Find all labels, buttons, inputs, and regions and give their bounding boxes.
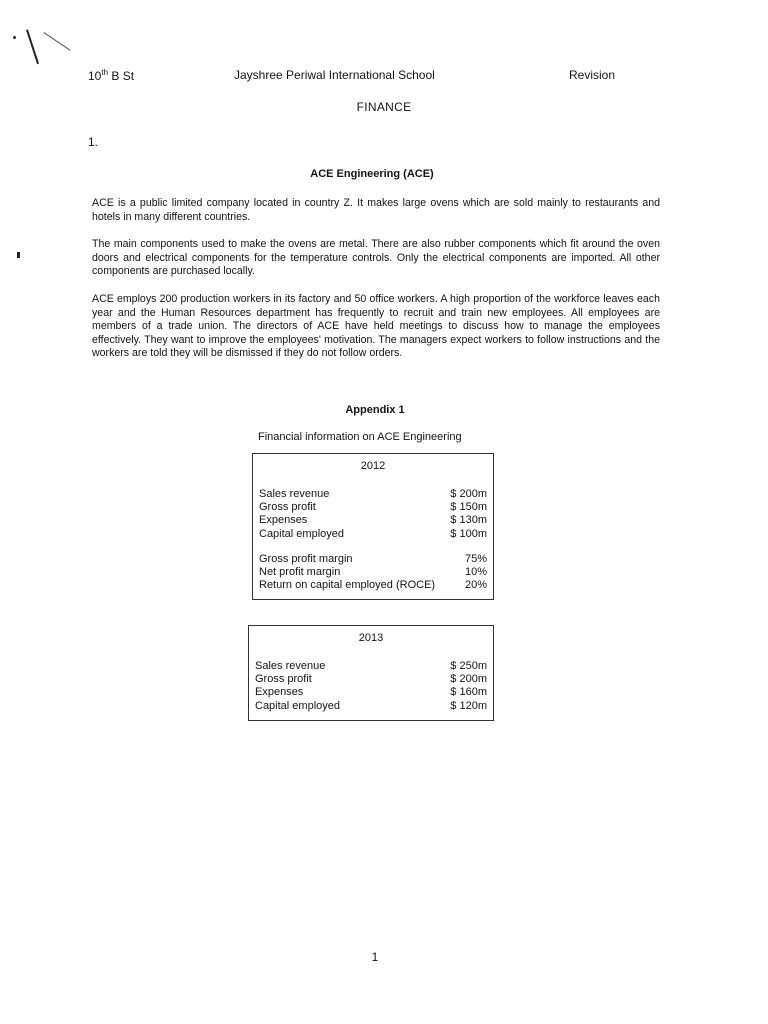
row-label: Capital employed <box>255 699 340 712</box>
financial-table-2012 <box>252 453 494 600</box>
table-row <box>253 514 493 527</box>
appendix-subtitle: Financial information on ACE Engineering <box>258 431 462 443</box>
school-name: Jayshree Periwal International School <box>234 68 435 82</box>
row-value: $ 200m <box>450 488 487 500</box>
table-row <box>249 660 493 673</box>
scan-mark-stroke <box>26 29 39 64</box>
table-year: 2013 <box>358 632 384 644</box>
row-value: $ 120m <box>450 699 487 712</box>
class-section: B St <box>108 69 135 83</box>
table-row <box>249 700 493 713</box>
row-value: $ 150m <box>450 501 487 514</box>
table-row <box>249 673 493 686</box>
page-number: 1 <box>371 950 379 964</box>
paragraph-intro: ACE is a public limited company located in country Z. It makes large ovens which are sold mainly to restaurants and hotels in many different countries. <box>92 197 660 223</box>
table-row <box>249 686 493 699</box>
ratio-label: Net profit margin <box>259 566 341 579</box>
row-label: Expenses <box>259 514 308 527</box>
row-label: Gross profit <box>255 673 312 686</box>
ratio-row <box>253 553 493 566</box>
class-label <box>88 68 134 83</box>
case-title: ACE Engineering (ACE) <box>310 168 434 180</box>
subject-title: FINANCE <box>356 100 412 114</box>
ratio-label: Return on capital employed (ROCE) <box>259 579 436 592</box>
table-row <box>253 501 493 514</box>
paragraph-employees: ACE employs 200 production workers in its factory and 50 office workers. A high proportion of the workforce leaves each year and the Human Resources department has frequently to recruit and train new employees. All employees are members of a trade union. The directors of ACE have held meetings to discuss how to manage the employees effectively. They want to improve the employees' motivation. The managers expect workers to follow instructions and the workers are told they will be dismissed if they do not follow orders. <box>92 293 660 359</box>
scan-mark-dot <box>13 36 16 39</box>
question-number: 1. <box>88 135 99 149</box>
table-year: 2012 <box>360 460 386 472</box>
paragraph-components: The main components used to make the ovens are metal. There are also rubber components which fit around the oven doors and electrical components for the temperature controls. Only the electrical components are imported. All other components are purchased locally. <box>92 238 660 277</box>
table-row <box>253 488 493 501</box>
row-label: Expenses <box>255 686 304 699</box>
appendix-title: Appendix 1 <box>345 404 405 416</box>
row-value: $ 160m <box>450 686 487 699</box>
ratio-label: Gross profit margin <box>259 552 353 565</box>
ratio-row <box>253 566 493 579</box>
ratio-row <box>253 579 493 592</box>
scan-mark-line <box>43 32 70 51</box>
financial-table-2013 <box>248 625 494 721</box>
ratio-value: 75% <box>464 552 487 565</box>
row-value: $ 200m <box>450 673 487 686</box>
row-value: $ 130m <box>450 514 487 527</box>
scan-mark-side <box>17 252 20 258</box>
class-suffix: th <box>101 68 109 77</box>
row-value: $ 100m <box>450 527 487 540</box>
class-number: 10 <box>88 69 102 83</box>
row-label: Sales revenue <box>259 488 330 500</box>
row-label: Capital employed <box>259 527 344 540</box>
ratio-value: 10% <box>464 566 487 579</box>
revision-label: Revision <box>569 68 616 82</box>
table-row <box>253 528 493 541</box>
row-value: $ 250m <box>450 660 487 672</box>
ratio-value: 20% <box>464 579 487 592</box>
row-label: Sales revenue <box>255 660 326 672</box>
row-label: Gross profit <box>259 501 316 514</box>
